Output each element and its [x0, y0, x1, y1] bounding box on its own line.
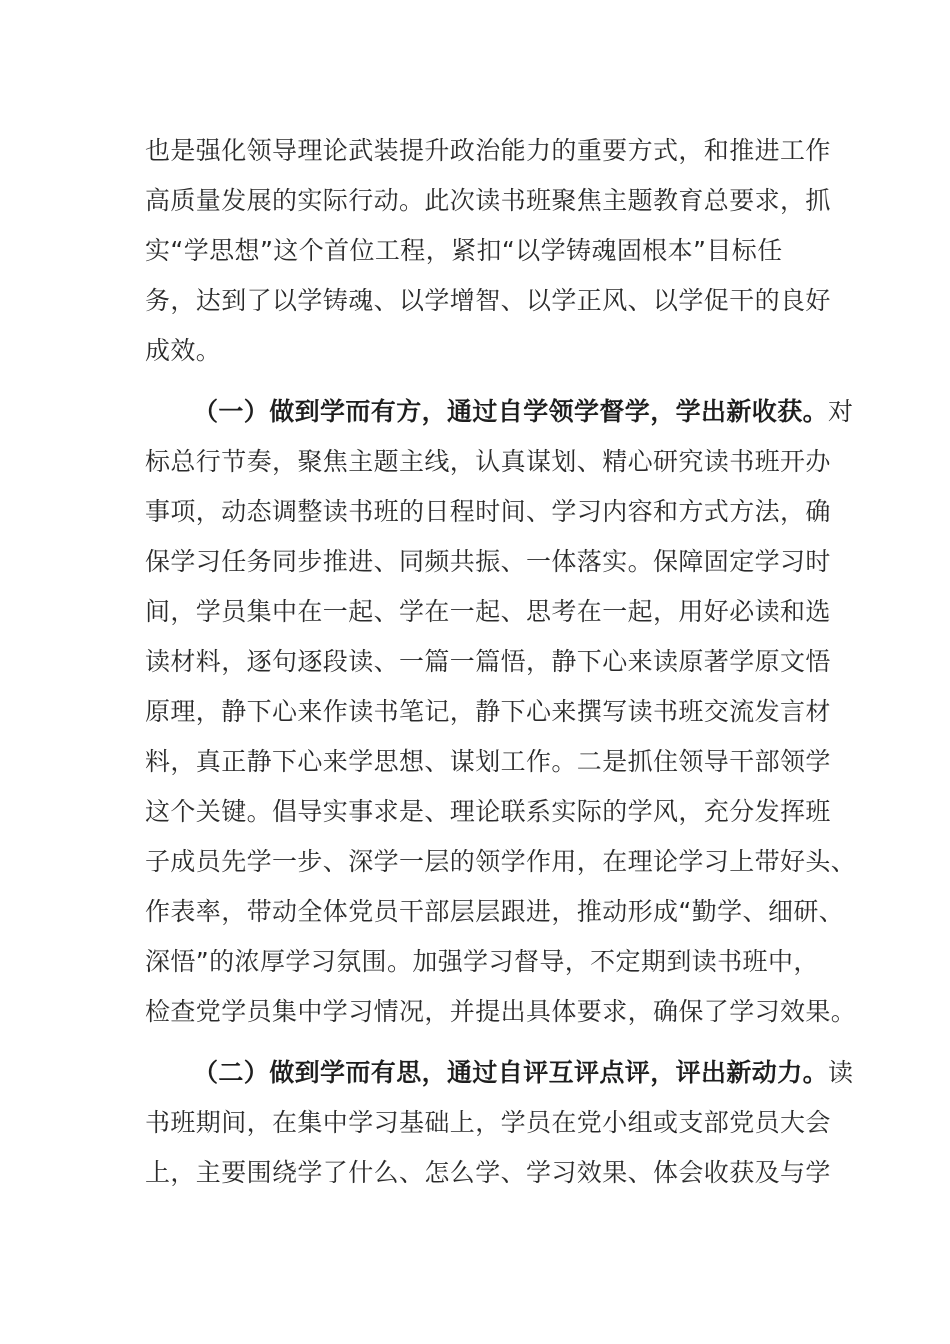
- text-line: 标总行节奏，聚焦主题主线，认真谋划、精心研究读书班开办: [145, 447, 831, 476]
- section-1-heading: （一）做到学而有方，通过自学领学督学，学出新收获。: [193, 397, 829, 426]
- section-2-heading: （二）做到学而有思，通过自评互评点评，评出新动力。: [193, 1058, 829, 1087]
- text-line: 料，真正静下心来学思想、谋划工作。二是抓住领导干部领学: [145, 747, 831, 776]
- text-line: 高质量发展的实际行动。此次读书班聚焦主题教育总要求，抓: [145, 186, 831, 215]
- text-line: 原理，静下心来作读书笔记，静下心来撰写读书班交流发言材: [145, 697, 831, 726]
- section-1-first-line-rest: 对: [828, 397, 854, 426]
- section-1-first-line: [193, 395, 854, 429]
- section-2-first-line-rest: 读: [828, 1058, 854, 1087]
- text-line: 实“学思想”这个首位工程，紧扣“以学铸魂固根本”目标任: [145, 236, 783, 265]
- section-2-first-line: [193, 1056, 854, 1090]
- text-line: 书班期间，在集中学习基础上，学员在党小组或支部党员大会: [145, 1108, 831, 1137]
- text-line: 事项，动态调整读书班的日程时间、学习内容和方式方法，确: [145, 497, 831, 526]
- text-line: 子成员先学一步、深学一层的领学作用，在理论学习上带好头、: [145, 847, 857, 876]
- text-line: 保学习任务同步推进、同频共振、一体落实。保障固定学习时: [145, 547, 831, 576]
- text-line: 间，学员集中在一起、学在一起、思考在一起，用好必读和选: [145, 597, 831, 626]
- text-line: 读材料，逐句逐段读、一篇一篇悟，静下心来读原著学原文悟: [145, 647, 831, 676]
- text-line: 这个关键。倡导实事求是、理论联系实际的学风，充分发挥班: [145, 797, 831, 826]
- text-line: 也是强化领导理论武装提升政治能力的重要方式，和推进工作: [145, 136, 831, 165]
- text-line: 作表率，带动全体党员干部层层跟进，推动形成“勤学、细研、: [145, 897, 845, 926]
- text-line: 检查党学员集中学习情况，并提出具体要求，确保了学习效果。: [145, 997, 857, 1026]
- text-line: 务，达到了以学铸魂、以学增智、以学正风、以学促干的良好: [145, 286, 831, 315]
- text-line: 成效。: [145, 336, 222, 365]
- text-line: 上，主要围绕学了什么、怎么学、学习效果、体会收获及与学: [145, 1158, 831, 1187]
- text-line: 深悟”的浓厚学习氛围。加强学习督导，不定期到读书班中，: [145, 947, 819, 976]
